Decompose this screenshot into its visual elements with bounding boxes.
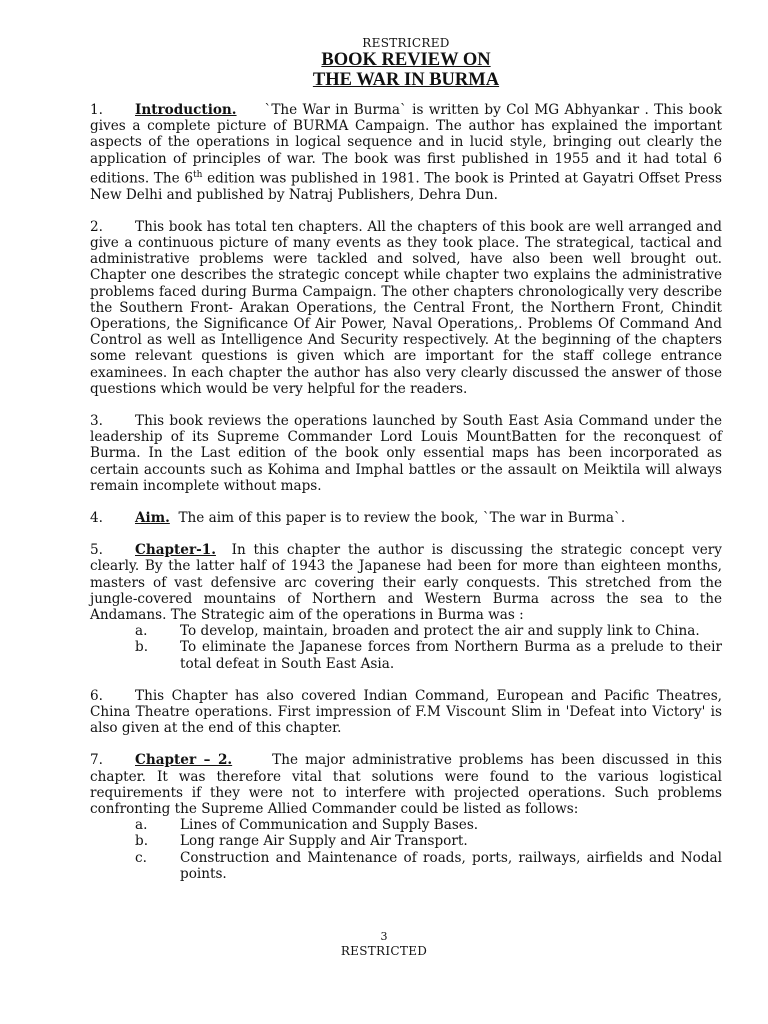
- paragraph-7: 7. Chapter – 2. The major administrative problems has been discussed in this chapter. It was therefore vital that solutions were found to the various logistical requirements if they were not to interfere with projected operations. Such problems confronting the Supreme Allied Commander could be listed as follows:: [90, 752, 723, 818]
- paragraph-heading: Introduction.: [135, 102, 237, 118]
- paragraph-heading: Chapter – 2.: [135, 752, 233, 769]
- document-title-line2: THE WAR IN BURMA: [312, 70, 500, 90]
- list-item: a. Lines of Communication and Supply Bases.: [135, 817, 479, 834]
- paragraph-5: 5. Chapter-1. In this chapter the author is discussing the strategic concept very clearly. By the latter half of 1943 the Japanese had been for more than eighteen months, masters of vast defensive arc covering their early conquests. This stretched from the jungle-covered mountains of Northern and Western Burma across the sea to the Andamans. The Strategic aim of the operations in Burma was :: [90, 542, 722, 624]
- classification-header: RESTRICRED: [362, 36, 450, 50]
- administrative-problems-list: [90, 817, 722, 882]
- page-number: 3: [380, 930, 388, 943]
- list-item: b. To eliminate the Japanese forces from Northern Burma as a prelude to their total defeat in South East Asia.: [135, 639, 722, 672]
- classification-footer: RESTRICTED: [340, 944, 428, 958]
- paragraph-6: 6. This Chapter has also covered Indian Command, European and Pacific Theatres, China Theatre operations. First impression of F.M Viscount Slim in 'Defeat into Victory' is also given at the end of this chapter.: [90, 687, 722, 737]
- list-item: a. To develop, maintain, broaden and protect the air and supply link to China.: [135, 623, 700, 640]
- paragraph-3: 3. This book reviews the operations launched by South East Asia Command under the leadership of its Supreme Commander Lord Louis MountBatten for the reconquest of Burma. In the Last edition of the book only essential maps has been incorporated as certain accounts such as Kohima and Imphal battles or the assault on Meiktila will always remain incomplete without maps.: [90, 412, 722, 494]
- paragraph-2: 2. This book has total ten chapters. All the chapters of this book are well arranged and give a continuous picture of many events as they took place. The strategical, tactical and administrative problems were tackled and solved, have also been well brought out. Chapter one describes the strategic concept while chapter two explains the administrative problems faced during Burma Campaign. The other chapters chronologically very describe the Southern Front- Arakan Operations, the Central Front, the Northern Front, Chindit Operations, the Significance Of Air Power, Naval Operations,. Problems Of Command And Control as well as Intelligence And Security respectively. At the beginning of the chapters some relevant questions is given which are important for the staff college entrance examinees. In each chapter the author has also very clearly discussed the answer of those questions which would be very helpful for the readers.: [90, 218, 722, 397]
- paragraph-1: 1. Introduction. `The War in Burma` is written by Col MG Abhyankar . This book gives a complete picture of BURMA Campaign. The author has explained the important aspects of the operations in logical sequence and in lucid style, bringing out clearly the application of principles of war. The book was first published in 1955 and it had total 6 editions. The 6th edition was published in 1981. The book is Printed at Gayatri Offset Press New Delhi and published by Natraj Publishers, Dehra Dun.: [90, 102, 722, 203]
- paragraph-4: 4. Aim. The aim of this paper is to review the book, `The war in Burma`.: [90, 510, 626, 526]
- strategic-aim-list: [90, 623, 722, 672]
- list-item: b. Long range Air Supply and Air Transport.: [135, 833, 468, 850]
- list-item: c. Construction and Maintenance of roads, ports, railways, airfields and Nodal points.: [135, 849, 722, 882]
- paragraph-heading: Chapter-1.: [135, 542, 216, 559]
- document-title-line1: BOOK REVIEW ON: [321, 50, 491, 70]
- paragraph-heading: Aim.: [135, 510, 170, 526]
- document-page: [90, 36, 722, 898]
